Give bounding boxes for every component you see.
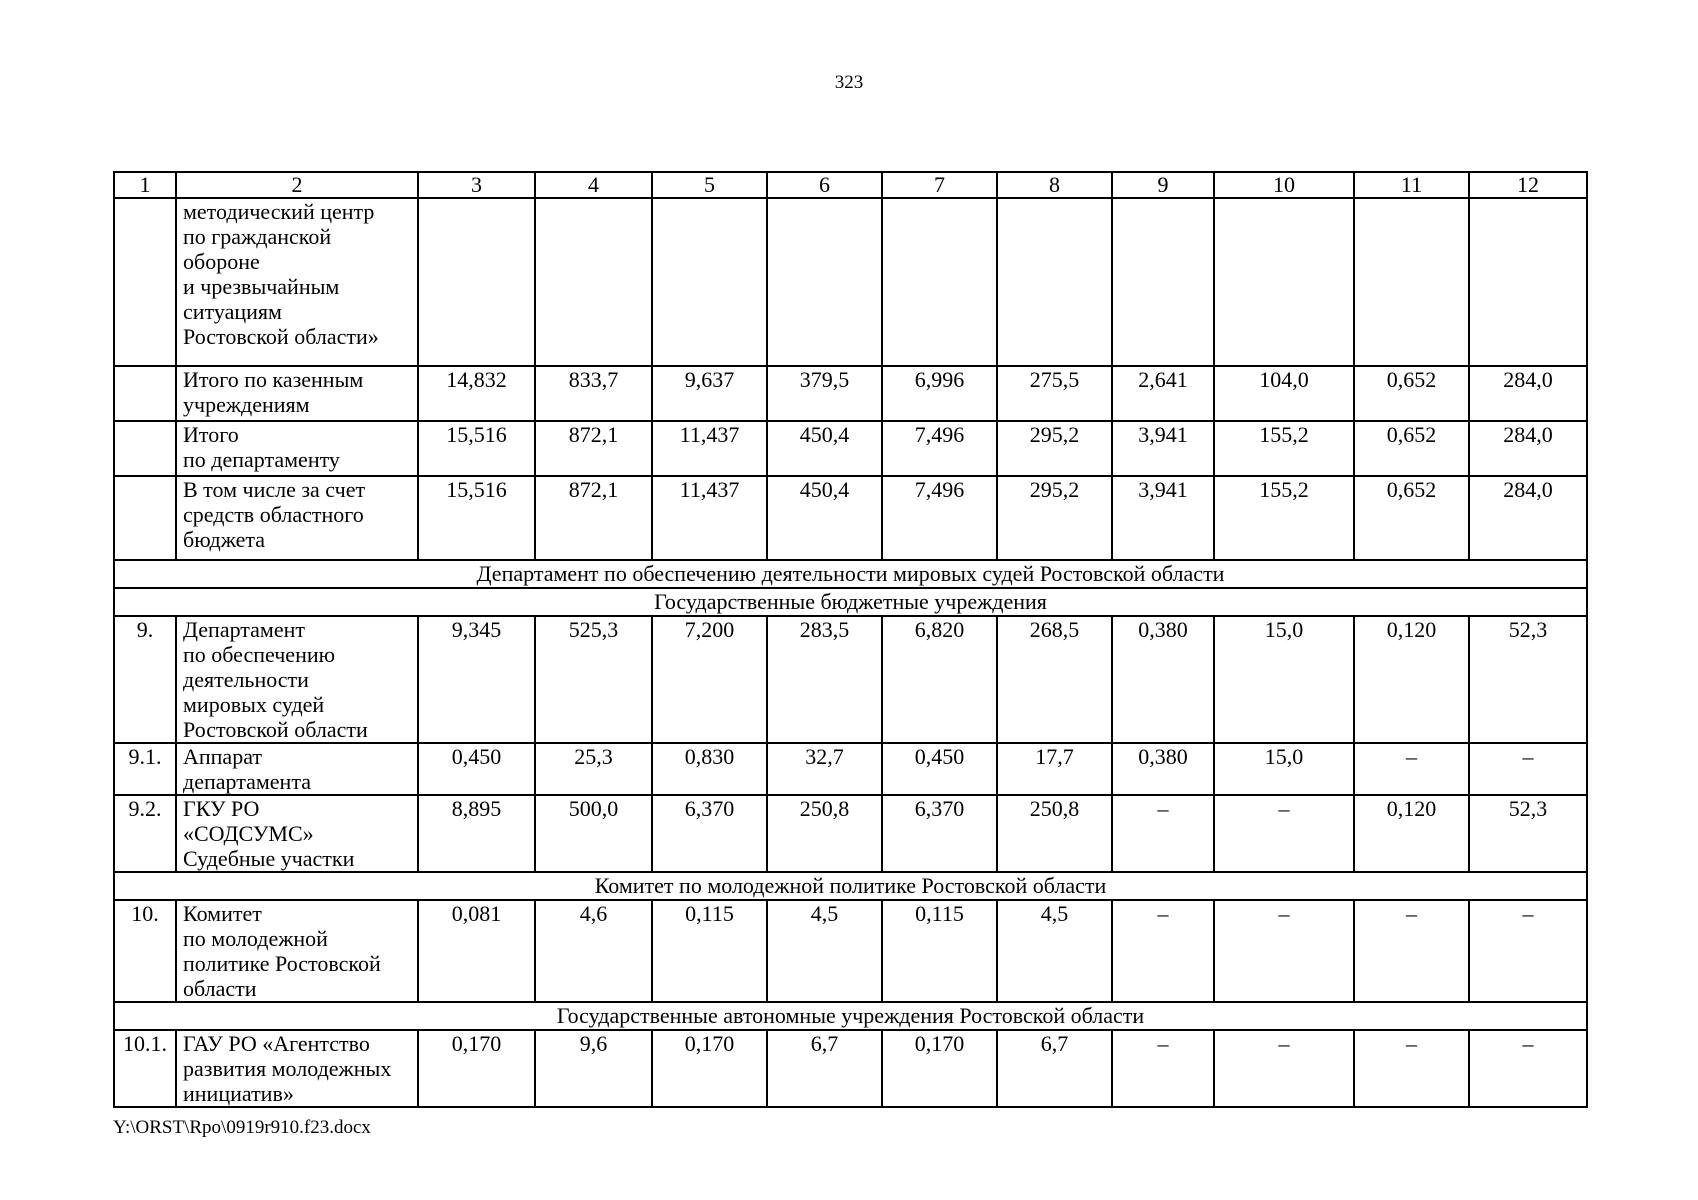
value-cell: 8,895 (418, 795, 535, 872)
value-cell: 3,941 (1112, 421, 1214, 476)
table-row (114, 795, 1587, 872)
row-name: Итого по департаменту (176, 421, 418, 476)
page-number: 323 (834, 72, 864, 93)
value-cell: – (1214, 900, 1354, 1002)
value-cell: 0,652 (1354, 366, 1469, 421)
value-cell: 6,7 (997, 1030, 1112, 1107)
value-cell: 3,941 (1112, 476, 1214, 560)
section-heading-row (114, 1002, 1587, 1030)
row-number (114, 366, 176, 421)
value-cell: 275,5 (997, 366, 1112, 421)
value-cell: 4,6 (535, 900, 652, 1002)
value-cell: 525,3 (535, 616, 652, 743)
section-heading-row (114, 588, 1587, 616)
value-cell (997, 198, 1112, 366)
value-cell: 11,437 (652, 421, 767, 476)
row-name: Итого по казенным учреждениям (176, 366, 418, 421)
value-cell: – (1469, 743, 1587, 795)
value-cell: 0,081 (418, 900, 535, 1002)
value-cell: 32,7 (767, 743, 882, 795)
row-number (114, 476, 176, 560)
value-cell: 6,370 (652, 795, 767, 872)
value-cell: 52,3 (1469, 795, 1587, 872)
value-cell: 0,170 (652, 1030, 767, 1107)
value-cell: 872,1 (535, 421, 652, 476)
value-cell: – (1469, 1030, 1587, 1107)
section-heading-row (114, 560, 1587, 588)
value-cell: 2,641 (1112, 366, 1214, 421)
value-cell: 6,370 (882, 795, 997, 872)
value-cell (652, 198, 767, 366)
section-heading: Комитет по молодежной политике Ростовской области (114, 872, 1587, 900)
value-cell (535, 198, 652, 366)
value-cell: 250,8 (767, 795, 882, 872)
column-header: 10 (1214, 172, 1354, 198)
value-cell: 104,0 (1214, 366, 1354, 421)
value-cell (882, 198, 997, 366)
table-row (114, 198, 1587, 366)
value-cell: 7,200 (652, 616, 767, 743)
value-cell: 450,4 (767, 476, 882, 560)
column-header: 9 (1112, 172, 1214, 198)
value-cell: 4,5 (997, 900, 1112, 1002)
row-number: 9. (114, 616, 176, 743)
value-cell: 284,0 (1469, 421, 1587, 476)
table-row (114, 476, 1587, 560)
row-name: Комитет по молодежной политике Ростовской области (176, 900, 418, 1002)
row-number: 9.1. (114, 743, 176, 795)
value-cell: – (1112, 795, 1214, 872)
column-header: 12 (1469, 172, 1587, 198)
value-cell: 0,120 (1354, 616, 1469, 743)
value-cell: 0,380 (1112, 616, 1214, 743)
value-cell: 872,1 (535, 476, 652, 560)
row-number: 10.1. (114, 1030, 176, 1107)
value-cell: 0,120 (1354, 795, 1469, 872)
value-cell: 0,652 (1354, 476, 1469, 560)
value-cell: 155,2 (1214, 421, 1354, 476)
data-table (113, 171, 1588, 1108)
value-cell: – (1354, 743, 1469, 795)
value-cell: 283,5 (767, 616, 882, 743)
value-cell: 0,450 (418, 743, 535, 795)
column-header: 3 (418, 172, 535, 198)
table-row (114, 616, 1587, 743)
row-name: ГКУ РО «СОДСУМС» Судебные участки (176, 795, 418, 872)
file-path-footer: Y:\ORST\Rpo\0919r910.f23.docx (113, 1117, 371, 1138)
value-cell: 833,7 (535, 366, 652, 421)
value-cell: 15,0 (1214, 616, 1354, 743)
table-row (114, 900, 1587, 1002)
value-cell: 0,380 (1112, 743, 1214, 795)
value-cell: – (1112, 900, 1214, 1002)
value-cell: 7,496 (882, 421, 997, 476)
value-cell: – (1469, 900, 1587, 1002)
column-header: 11 (1354, 172, 1469, 198)
value-cell: 9,637 (652, 366, 767, 421)
value-cell: 379,5 (767, 366, 882, 421)
value-cell: 17,7 (997, 743, 1112, 795)
value-cell: 52,3 (1469, 616, 1587, 743)
column-header: 5 (652, 172, 767, 198)
value-cell: 6,7 (767, 1030, 882, 1107)
value-cell: 0,115 (652, 900, 767, 1002)
value-cell: 0,652 (1354, 421, 1469, 476)
row-number (114, 421, 176, 476)
value-cell: 11,437 (652, 476, 767, 560)
value-cell: 7,496 (882, 476, 997, 560)
value-cell: 295,2 (997, 476, 1112, 560)
value-cell: 4,5 (767, 900, 882, 1002)
value-cell: 15,516 (418, 421, 535, 476)
value-cell: – (1214, 795, 1354, 872)
column-header: 1 (114, 172, 176, 198)
value-cell: 15,0 (1214, 743, 1354, 795)
value-cell (1469, 198, 1587, 366)
section-heading: Государственные бюджетные учреждения (114, 588, 1587, 616)
row-name: методический центр по гражданской обороне и чрезвычайным ситуациям Ростовской области» (176, 198, 418, 366)
value-cell: 0,450 (882, 743, 997, 795)
table-row (114, 1030, 1587, 1107)
header-row (114, 172, 1587, 198)
value-cell: – (1214, 1030, 1354, 1107)
value-cell: 0,830 (652, 743, 767, 795)
row-number: 9.2. (114, 795, 176, 872)
value-cell: 284,0 (1469, 366, 1587, 421)
row-name: ГАУ РО «Агентство развития молодежных инициатив» (176, 1030, 418, 1107)
value-cell: 9,345 (418, 616, 535, 743)
column-header: 4 (535, 172, 652, 198)
value-cell: 6,820 (882, 616, 997, 743)
value-cell: – (1354, 1030, 1469, 1107)
value-cell: 9,6 (535, 1030, 652, 1107)
value-cell (418, 198, 535, 366)
value-cell (767, 198, 882, 366)
column-header: 2 (176, 172, 418, 198)
value-cell (1112, 198, 1214, 366)
row-name: Департамент по обеспечению деятельности мировых судей Ростовской области (176, 616, 418, 743)
table-row (114, 366, 1587, 421)
value-cell: 0,115 (882, 900, 997, 1002)
value-cell: 250,8 (997, 795, 1112, 872)
value-cell: – (1354, 900, 1469, 1002)
row-number (114, 198, 176, 366)
column-header: 6 (767, 172, 882, 198)
column-header: 8 (997, 172, 1112, 198)
section-heading: Департамент по обеспечению деятельности мировых судей Ростовской области (114, 560, 1587, 588)
value-cell (1354, 198, 1469, 366)
column-header: 7 (882, 172, 997, 198)
value-cell: 0,170 (882, 1030, 997, 1107)
section-heading-row (114, 872, 1587, 900)
row-name: Аппарат департамента (176, 743, 418, 795)
value-cell: 15,516 (418, 476, 535, 560)
value-cell: 284,0 (1469, 476, 1587, 560)
section-heading: Государственные автономные учреждения Ростовской области (114, 1002, 1587, 1030)
value-cell (1214, 198, 1354, 366)
row-number: 10. (114, 900, 176, 1002)
table-row (114, 421, 1587, 476)
value-cell: 6,996 (882, 366, 997, 421)
row-name: В том числе за счет средств областного бюджета (176, 476, 418, 560)
value-cell: 0,170 (418, 1030, 535, 1107)
value-cell: 155,2 (1214, 476, 1354, 560)
value-cell: 14,832 (418, 366, 535, 421)
table-row (114, 743, 1587, 795)
value-cell: 500,0 (535, 795, 652, 872)
value-cell: 268,5 (997, 616, 1112, 743)
value-cell: 295,2 (997, 421, 1112, 476)
value-cell: 25,3 (535, 743, 652, 795)
value-cell: 450,4 (767, 421, 882, 476)
value-cell: – (1112, 1030, 1214, 1107)
